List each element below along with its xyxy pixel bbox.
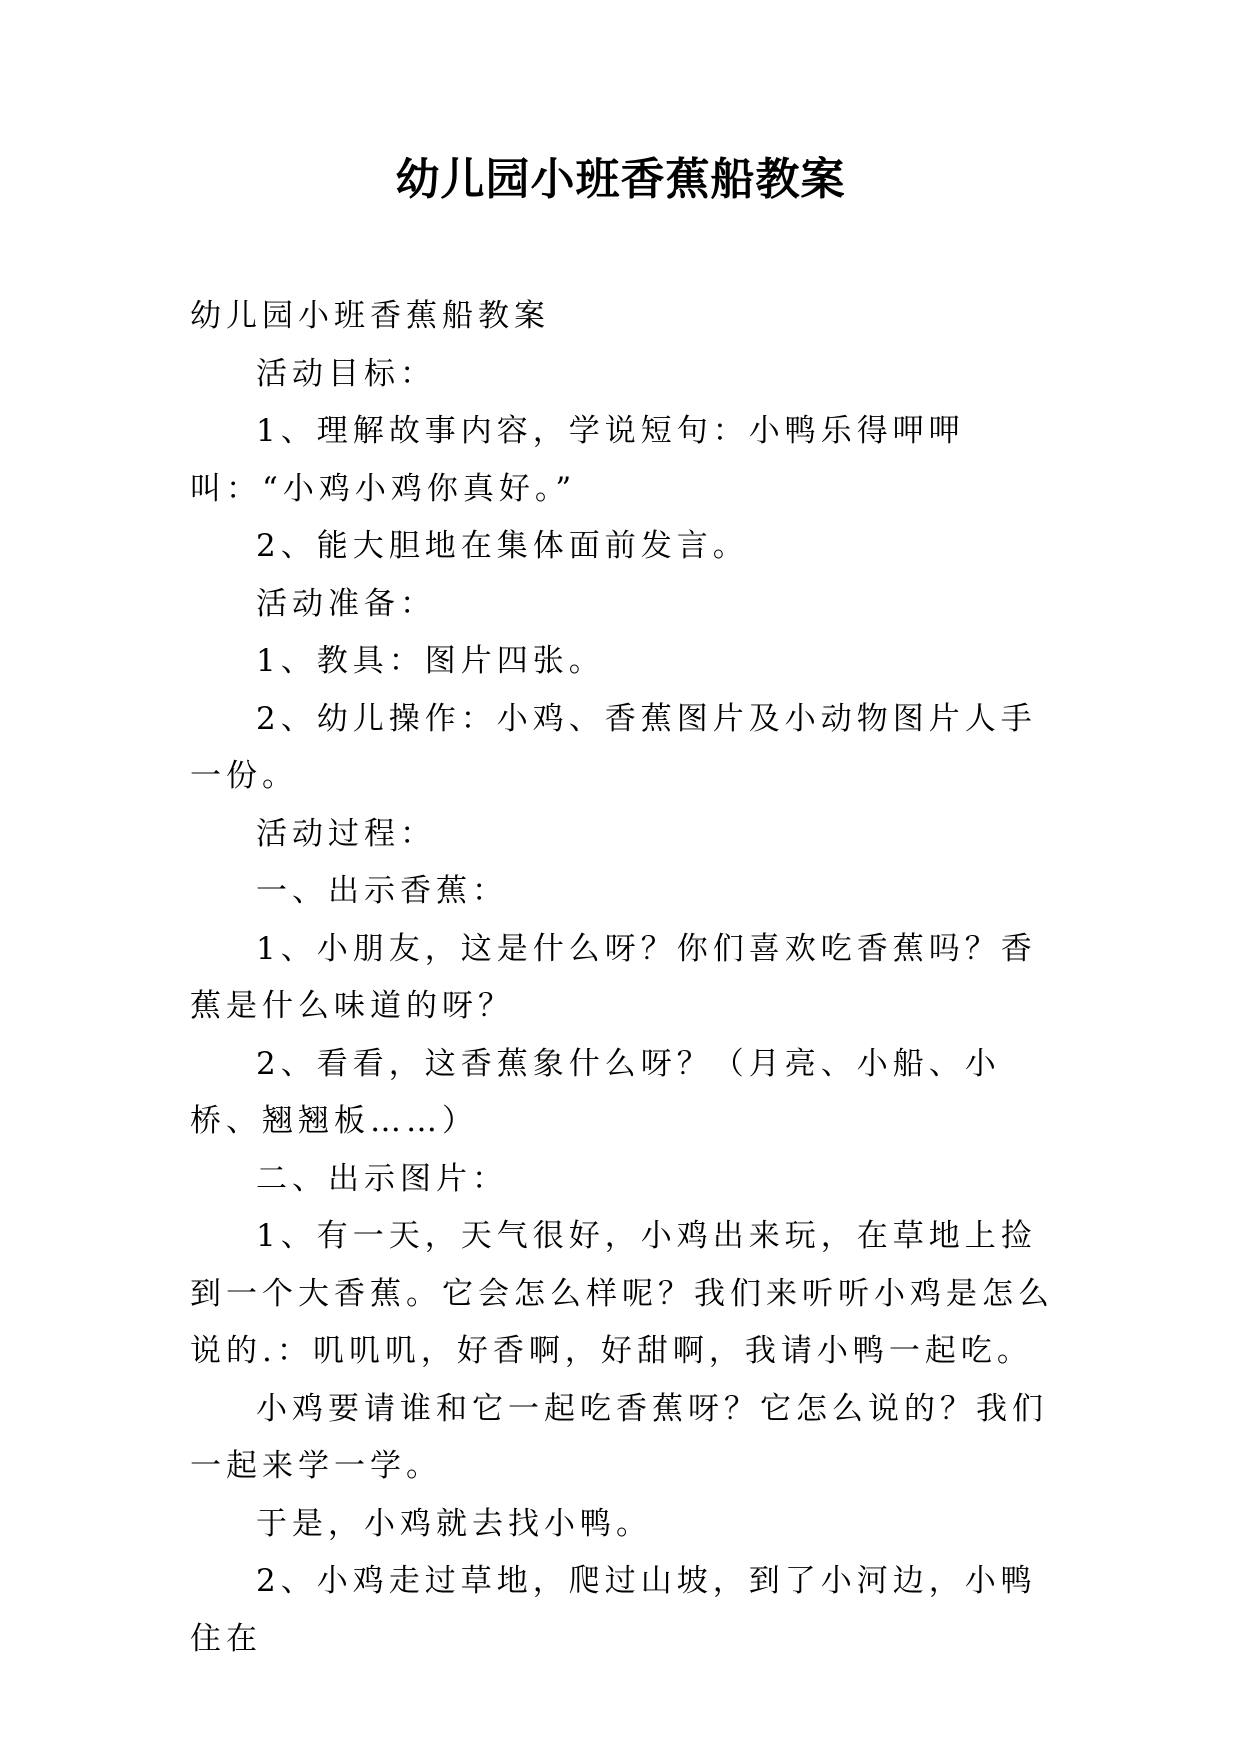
paragraph: 1、小朋友，这是什么呀？你们喜欢吃香蕉吗？香蕉是什么味道的呀？ bbox=[190, 930, 1037, 1024]
paragraph: 小鸡要请谁和它一起吃香蕉呀？它怎么说的？我们一起来学一学。 bbox=[190, 1390, 1048, 1484]
paragraph: 一、出示香蕉： bbox=[256, 873, 508, 909]
paragraph: 2、小鸡走过草地，爬过山坡，到了小河边，小鸭住在 bbox=[190, 1563, 1037, 1657]
paragraph: 活动目标： bbox=[256, 355, 436, 392]
paragraph: 2、看看，这香蕉象什么呀？（月亮、小船、小桥、翘翘板……） bbox=[190, 1045, 1001, 1139]
paragraph: 活动准备： bbox=[256, 585, 436, 622]
paragraph: 二、出示图片： bbox=[256, 1160, 508, 1197]
document-title: 幼儿园小班香蕉船教案 bbox=[395, 154, 846, 205]
paragraph: 2、能大胆地在集体面前发言。 bbox=[256, 528, 749, 564]
paragraph: 幼儿园小班香蕉船教案 bbox=[190, 298, 550, 334]
paragraph: 于是，小鸡就去找小鸭。 bbox=[256, 1505, 652, 1542]
paragraph: 2、幼儿操作：小鸡、香蕉图片及小动物图片人手一份。 bbox=[190, 700, 1037, 794]
paragraph: 活动过程： bbox=[256, 815, 436, 852]
paragraph: 1、有一天，天气很好，小鸡出来玩，在草地上捡到一个大香蕉。它会怎么样呢？我们来听听小鸡是怎么说的.：叽叽叽，好香啊，好甜啊，我请小鸭一起吃。 bbox=[190, 1218, 1054, 1369]
paragraph: 1、理解故事内容，学说短句：小鸭乐得呷呷叫：“小鸡小鸡你真好。” bbox=[190, 413, 965, 507]
document-body bbox=[190, 288, 1060, 1668]
paragraph: 1、教具：图片四张。 bbox=[256, 643, 605, 679]
